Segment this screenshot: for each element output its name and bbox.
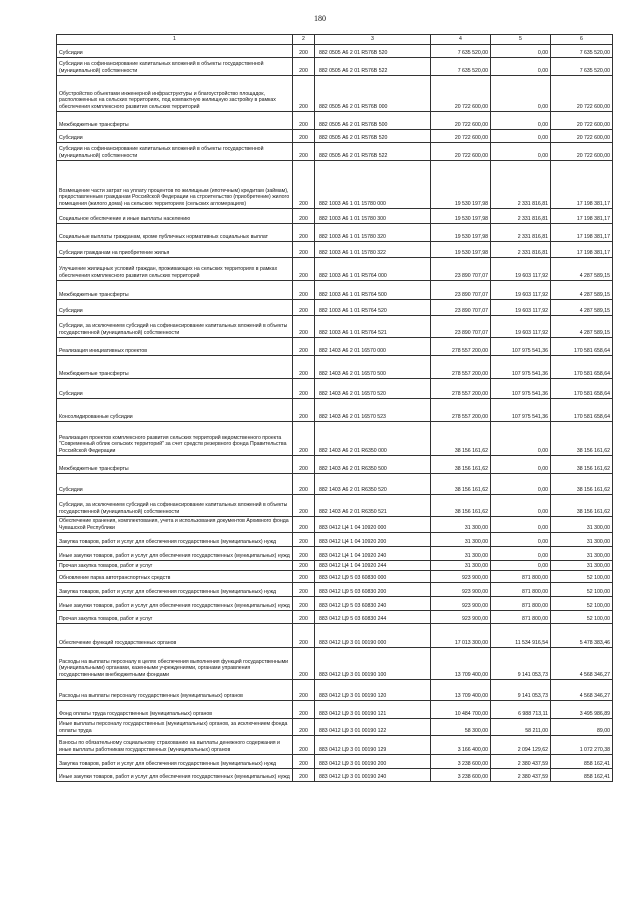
cell-executed: 871 800,00 (491, 597, 551, 611)
cell-unexecuted: 5 478 383,46 (551, 624, 613, 648)
cell-unexecuted: 89,00 (551, 719, 613, 736)
cell-budget-code: 882 1003 А6 1 01 15780 300 (315, 209, 431, 224)
table-row (57, 680, 613, 701)
cell-executed: 0,00 (491, 517, 551, 533)
cell-approved: 38 156 161,62 (431, 474, 491, 495)
table-row (57, 719, 613, 736)
cell-name: Обеспечение хранения, комплектования, учета и использования документов Архивного фонда Чувашской Республики (57, 517, 293, 533)
cell-line-code: 200 (293, 680, 315, 701)
cell-line-code: 200 (293, 112, 315, 130)
cell-budget-code: 882 1403 А6 2 01 R6350 500 (315, 456, 431, 474)
table-row (57, 517, 613, 533)
cell-approved: 7 635 520,00 (431, 58, 491, 76)
cell-unexecuted: 4 287 589,15 (551, 281, 613, 300)
cell-unexecuted: 31 300,00 (551, 547, 613, 561)
budget-execution-table (56, 34, 613, 782)
cell-unexecuted: 17 198 381,17 (551, 242, 613, 258)
table-row (57, 300, 613, 316)
cell-executed: 9 141 053,73 (491, 648, 551, 680)
table-row (57, 379, 613, 399)
cell-unexecuted: 170 581 658,64 (551, 399, 613, 422)
cell-approved: 13 709 400,00 (431, 648, 491, 680)
cell-executed: 6 988 713,11 (491, 701, 551, 719)
cell-line-code: 200 (293, 517, 315, 533)
cell-executed: 107 975 541,36 (491, 399, 551, 422)
cell-name: Социальное обеспечение и иные выплаты населению (57, 209, 293, 224)
table-row (57, 422, 613, 456)
cell-line-code: 200 (293, 209, 315, 224)
cell-approved: 10 484 700,00 (431, 701, 491, 719)
cell-line-code: 200 (293, 224, 315, 242)
table-row (57, 495, 613, 517)
table-row (57, 161, 613, 209)
cell-line-code: 200 (293, 356, 315, 379)
table-row (57, 547, 613, 561)
table-row (57, 399, 613, 422)
table-row (57, 338, 613, 356)
cell-budget-code: 883 0412 Ц4 1 04 10920 244 (315, 561, 431, 571)
cell-approved: 23 890 707,07 (431, 281, 491, 300)
cell-budget-code: 883 0412 Ц9 3 01 00190 120 (315, 680, 431, 701)
cell-approved: 19 530 197,98 (431, 209, 491, 224)
cell-budget-code: 882 1403 А6 2 01 16570 000 (315, 338, 431, 356)
cell-name: Субсидии (57, 474, 293, 495)
table-row (57, 316, 613, 338)
table-row (57, 143, 613, 161)
cell-unexecuted: 52 100,00 (551, 611, 613, 624)
table-row (57, 356, 613, 379)
cell-executed: 0,00 (491, 456, 551, 474)
cell-budget-code: 882 0505 А6 2 01 R576B 520 (315, 130, 431, 143)
cell-executed: 2 331 816,81 (491, 242, 551, 258)
cell-executed: 2 094 129,62 (491, 736, 551, 755)
cell-executed: 107 975 541,36 (491, 338, 551, 356)
cell-name: Закупка товаров, работ и услуг для обеспечения государственных (муниципальных) нужд (57, 533, 293, 547)
cell-executed: 871 800,00 (491, 583, 551, 597)
cell-executed: 0,00 (491, 533, 551, 547)
table-row (57, 561, 613, 571)
cell-unexecuted: 31 300,00 (551, 517, 613, 533)
cell-budget-code: 882 0505 А6 2 01 R576B 500 (315, 112, 431, 130)
table-row (57, 597, 613, 611)
cell-budget-code: 883 0412 Ц9 3 01 00190 240 (315, 769, 431, 782)
cell-executed: 0,00 (491, 45, 551, 58)
cell-unexecuted: 38 156 161,62 (551, 456, 613, 474)
cell-line-code: 200 (293, 474, 315, 495)
cell-executed: 0,00 (491, 474, 551, 495)
cell-executed: 11 534 916,54 (491, 624, 551, 648)
cell-budget-code: 883 0412 Ц4 1 04 10920 000 (315, 517, 431, 533)
table-row (57, 571, 613, 583)
cell-unexecuted: 4 287 589,15 (551, 300, 613, 316)
cell-approved: 38 156 161,62 (431, 422, 491, 456)
cell-executed: 2 331 816,81 (491, 209, 551, 224)
cell-line-code: 200 (293, 648, 315, 680)
table-row (57, 242, 613, 258)
cell-approved: 38 156 161,62 (431, 495, 491, 517)
cell-approved: 19 530 197,98 (431, 224, 491, 242)
cell-budget-code: 882 0505 А6 2 01 R576B 522 (315, 58, 431, 76)
cell-unexecuted: 52 100,00 (551, 583, 613, 597)
cell-unexecuted: 170 581 658,64 (551, 379, 613, 399)
cell-approved: 923 900,00 (431, 611, 491, 624)
cell-executed: 871 800,00 (491, 571, 551, 583)
cell-executed: 0,00 (491, 547, 551, 561)
cell-line-code: 200 (293, 561, 315, 571)
cell-unexecuted: 4 568 346,27 (551, 680, 613, 701)
cell-budget-code: 883 0412 Ц9 5 03 60830 240 (315, 597, 431, 611)
cell-executed: 107 975 541,36 (491, 379, 551, 399)
cell-executed: 2 380 437,59 (491, 755, 551, 769)
cell-approved: 923 900,00 (431, 597, 491, 611)
cell-name: Межбюджетные трансферты (57, 281, 293, 300)
cell-name: Обустройство объектами инженерной инфраструктуры и благоустройство площадок, расположенных на сельских территориях, под компактную жилищную застройку в рамках обеспечения комплексного развития сельских территорий (57, 76, 293, 112)
cell-approved: 31 300,00 (431, 561, 491, 571)
cell-budget-code: 882 1003 А6 1 01 15780 322 (315, 242, 431, 258)
cell-unexecuted: 38 156 161,62 (551, 495, 613, 517)
cell-budget-code: 882 1403 А6 2 01 R6350 000 (315, 422, 431, 456)
cell-unexecuted: 170 581 658,64 (551, 356, 613, 379)
cell-name: Обеспечение функций государственных органов (57, 624, 293, 648)
cell-line-code: 200 (293, 533, 315, 547)
cell-unexecuted: 858 162,41 (551, 755, 613, 769)
cell-name: Межбюджетные трансферты (57, 112, 293, 130)
cell-name: Субсидии, за исключением субсидий на софинансирование капитальных вложений в объекты государственной (муниципальной) собственности (57, 495, 293, 517)
cell-budget-code: 882 0505 А6 2 01 R576B 000 (315, 76, 431, 112)
cell-line-code: 200 (293, 258, 315, 281)
table-row (57, 701, 613, 719)
cell-unexecuted: 17 198 381,17 (551, 224, 613, 242)
cell-unexecuted: 20 722 600,00 (551, 76, 613, 112)
cell-budget-code: 883 0412 Ц9 3 01 00190 129 (315, 736, 431, 755)
cell-unexecuted: 38 156 161,62 (551, 422, 613, 456)
cell-unexecuted: 4 287 589,15 (551, 316, 613, 338)
cell-name: Улучшение жилищных условий граждан, проживающих на сельских территориях в рамках обеспечения комплексного развития сельских территорий (57, 258, 293, 281)
table-row (57, 769, 613, 782)
cell-approved: 278 557 200,00 (431, 399, 491, 422)
table-row (57, 456, 613, 474)
cell-budget-code: 882 0505 А6 2 01 R576B 522 (315, 143, 431, 161)
cell-budget-code: 882 1003 А6 1 01 R5764 521 (315, 316, 431, 338)
cell-name: Прочая закупка товаров, работ и услуг (57, 611, 293, 624)
cell-approved: 38 156 161,62 (431, 456, 491, 474)
cell-line-code: 200 (293, 495, 315, 517)
cell-line-code: 200 (293, 45, 315, 58)
cell-budget-code: 882 1003 А6 1 01 15780 320 (315, 224, 431, 242)
cell-line-code: 200 (293, 76, 315, 112)
cell-name: Реализация инициативных проектов (57, 338, 293, 356)
cell-name: Реализация проектов комплексного развития сельских территорий ведомственного проекта "Современный облик сельских территорий" за счет средств резервного фонда Правительства Российской Федерации (57, 422, 293, 456)
cell-name: Субсидии (57, 379, 293, 399)
table-row (57, 130, 613, 143)
cell-executed: 19 603 117,92 (491, 281, 551, 300)
table-row (57, 533, 613, 547)
header-cell: 1 (57, 35, 293, 45)
cell-unexecuted: 7 635 520,00 (551, 45, 613, 58)
cell-name: Субсидии, за исключением субсидий на софинансирование капитальных вложений в объекты государственной (муниципальной) собственности (57, 316, 293, 338)
table-row (57, 58, 613, 76)
table-row (57, 45, 613, 58)
cell-unexecuted: 52 100,00 (551, 597, 613, 611)
cell-line-code: 200 (293, 399, 315, 422)
cell-unexecuted: 7 635 520,00 (551, 58, 613, 76)
cell-unexecuted: 4 568 346,27 (551, 648, 613, 680)
cell-budget-code: 883 0412 Ц9 5 03 60830 244 (315, 611, 431, 624)
cell-name: Возмещение части затрат на уплату процентов по жилищным (ипотечным) кредитам (займам), предоставленным гражданам Российской Федерации на строительство (приобретение) жилого помещения (жилого дома) на сельских территориях (сельских агломерациях) (57, 161, 293, 209)
cell-approved: 23 890 707,07 (431, 316, 491, 338)
cell-line-code: 200 (293, 143, 315, 161)
header-cell: 2 (293, 35, 315, 45)
cell-unexecuted: 17 198 381,17 (551, 209, 613, 224)
cell-budget-code: 882 1403 А6 2 01 16570 523 (315, 399, 431, 422)
cell-name: Иные закупки товаров, работ и услуг для обеспечения государственных (муниципальных) нужд (57, 769, 293, 782)
cell-executed: 2 380 437,59 (491, 769, 551, 782)
header-row (57, 35, 613, 45)
cell-approved: 31 300,00 (431, 517, 491, 533)
cell-line-code: 200 (293, 300, 315, 316)
table-row (57, 611, 613, 624)
table-row (57, 624, 613, 648)
table-row (57, 112, 613, 130)
cell-unexecuted: 170 581 658,64 (551, 338, 613, 356)
cell-executed: 0,00 (491, 112, 551, 130)
cell-unexecuted: 31 300,00 (551, 561, 613, 571)
cell-approved: 20 722 600,00 (431, 112, 491, 130)
cell-executed: 19 603 117,92 (491, 300, 551, 316)
cell-name: Иные выплаты персоналу государственных (муниципальных) органов, за исключением фонда оплаты труда (57, 719, 293, 736)
header-cell: 5 (491, 35, 551, 45)
cell-approved: 3 166 400,00 (431, 736, 491, 755)
cell-line-code: 200 (293, 736, 315, 755)
cell-budget-code: 882 1003 А6 1 01 R5764 500 (315, 281, 431, 300)
cell-line-code: 200 (293, 701, 315, 719)
cell-executed: 0,00 (491, 76, 551, 112)
cell-line-code: 200 (293, 769, 315, 782)
table-row (57, 281, 613, 300)
cell-line-code: 200 (293, 130, 315, 143)
cell-executed: 0,00 (491, 561, 551, 571)
cell-name: Расходы на выплаты персоналу в целях обеспечения выполнения функций государственными (муниципальными) органами, казенными учреждениями, органами управления государственными внебюджетными фондами (57, 648, 293, 680)
cell-unexecuted: 52 100,00 (551, 571, 613, 583)
cell-name: Межбюджетные трансферты (57, 456, 293, 474)
cell-approved: 3 238 600,00 (431, 755, 491, 769)
cell-name: Расходы на выплаты персоналу государственных (муниципальных) органов (57, 680, 293, 701)
cell-name: Субсидии (57, 45, 293, 58)
cell-line-code: 200 (293, 422, 315, 456)
cell-approved: 20 722 600,00 (431, 76, 491, 112)
table-row (57, 209, 613, 224)
cell-approved: 278 557 200,00 (431, 356, 491, 379)
cell-line-code: 200 (293, 571, 315, 583)
cell-name: Субсидии (57, 130, 293, 143)
cell-executed: 2 331 816,81 (491, 224, 551, 242)
cell-unexecuted: 20 722 600,00 (551, 112, 613, 130)
cell-unexecuted: 858 162,41 (551, 769, 613, 782)
cell-approved: 278 557 200,00 (431, 379, 491, 399)
table-row (57, 76, 613, 112)
cell-approved: 20 722 600,00 (431, 143, 491, 161)
cell-budget-code: 882 0505 А6 2 01 R576B 520 (315, 45, 431, 58)
cell-approved: 7 635 520,00 (431, 45, 491, 58)
cell-approved: 20 722 600,00 (431, 130, 491, 143)
cell-budget-code: 882 1403 А6 2 01 16570 500 (315, 356, 431, 379)
cell-name: Прочая закупка товаров, работ и услуг (57, 561, 293, 571)
cell-executed: 0,00 (491, 422, 551, 456)
page-number: 180 (314, 14, 326, 23)
cell-budget-code: 883 0412 Ц9 3 01 00190 200 (315, 755, 431, 769)
cell-executed: 0,00 (491, 58, 551, 76)
cell-executed: 871 800,00 (491, 611, 551, 624)
cell-budget-code: 882 1003 А6 1 01 R5764 520 (315, 300, 431, 316)
header-cell: 3 (315, 35, 431, 45)
cell-unexecuted: 4 287 589,15 (551, 258, 613, 281)
cell-budget-code: 883 0412 Ц4 1 04 10920 200 (315, 533, 431, 547)
cell-line-code: 200 (293, 338, 315, 356)
cell-executed: 0,00 (491, 130, 551, 143)
cell-approved: 278 557 200,00 (431, 338, 491, 356)
cell-approved: 19 530 197,98 (431, 161, 491, 209)
cell-name: Иные закупки товаров, работ и услуг для обеспечения государственных (муниципальных) нужд (57, 547, 293, 561)
cell-budget-code: 883 0412 Ц9 3 01 00190 122 (315, 719, 431, 736)
cell-name: Иные закупки товаров, работ и услуг для обеспечения государственных (муниципальных) нужд (57, 597, 293, 611)
cell-executed: 0,00 (491, 143, 551, 161)
cell-line-code: 200 (293, 316, 315, 338)
cell-budget-code: 882 1003 А6 1 01 R5764 000 (315, 258, 431, 281)
cell-approved: 58 300,00 (431, 719, 491, 736)
cell-name: Закупка товаров, работ и услуг для обеспечения государственных (муниципальных) нужд (57, 583, 293, 597)
cell-line-code: 200 (293, 611, 315, 624)
cell-unexecuted: 3 495 986,89 (551, 701, 613, 719)
cell-name: Фонд оплаты труда государственных (муниципальных) органов (57, 701, 293, 719)
table-row (57, 224, 613, 242)
cell-executed: 0,00 (491, 495, 551, 517)
table-row (57, 648, 613, 680)
cell-line-code: 200 (293, 755, 315, 769)
cell-approved: 923 900,00 (431, 583, 491, 597)
table-row (57, 755, 613, 769)
cell-name: Субсидии гражданам на приобретение жилья (57, 242, 293, 258)
cell-budget-code: 882 1403 А6 2 01 R6350 521 (315, 495, 431, 517)
cell-name: Социальные выплаты гражданам, кроме публичных нормативных социальных выплат (57, 224, 293, 242)
header-cell: 4 (431, 35, 491, 45)
cell-budget-code: 882 1003 А6 1 01 15780 000 (315, 161, 431, 209)
cell-unexecuted: 1 072 270,38 (551, 736, 613, 755)
cell-executed: 58 211,00 (491, 719, 551, 736)
cell-line-code: 200 (293, 583, 315, 597)
cell-name: Закупка товаров, работ и услуг для обеспечения государственных (муниципальных) нужд (57, 755, 293, 769)
cell-approved: 3 238 600,00 (431, 769, 491, 782)
cell-name: Обновление парка автотранспортных средств (57, 571, 293, 583)
cell-unexecuted: 20 722 600,00 (551, 130, 613, 143)
cell-approved: 31 300,00 (431, 547, 491, 561)
cell-line-code: 200 (293, 597, 315, 611)
cell-budget-code: 882 1403 А6 2 01 16570 520 (315, 379, 431, 399)
cell-line-code: 200 (293, 161, 315, 209)
cell-line-code: 200 (293, 379, 315, 399)
table-row (57, 583, 613, 597)
cell-name: Консолидированные субсидии (57, 399, 293, 422)
cell-line-code: 200 (293, 547, 315, 561)
cell-line-code: 200 (293, 58, 315, 76)
cell-budget-code: 883 0412 Ц9 3 01 00190 121 (315, 701, 431, 719)
cell-name: Субсидии (57, 300, 293, 316)
cell-unexecuted: 38 156 161,62 (551, 474, 613, 495)
cell-unexecuted: 31 300,00 (551, 533, 613, 547)
cell-approved: 19 530 197,98 (431, 242, 491, 258)
cell-executed: 19 603 117,92 (491, 258, 551, 281)
cell-name: Межбюджетные трансферты (57, 356, 293, 379)
cell-approved: 923 900,00 (431, 571, 491, 583)
cell-name: Субсидии на софинансирование капитальных вложений в объекты государственной (муниципальной) собственности (57, 58, 293, 76)
cell-budget-code: 883 0412 Ц9 5 03 60830 000 (315, 571, 431, 583)
cell-budget-code: 883 0412 Ц9 3 01 00190 000 (315, 624, 431, 648)
cell-name: Субсидии на софинансирование капитальных вложений в объекты государственной (муниципальной) собственности (57, 143, 293, 161)
cell-line-code: 200 (293, 456, 315, 474)
cell-executed: 107 975 541,36 (491, 356, 551, 379)
cell-executed: 9 141 053,73 (491, 680, 551, 701)
cell-line-code: 200 (293, 719, 315, 736)
table-body (57, 35, 613, 782)
cell-executed: 19 603 117,92 (491, 316, 551, 338)
cell-line-code: 200 (293, 624, 315, 648)
cell-budget-code: 883 0412 Ц4 1 04 10920 240 (315, 547, 431, 561)
cell-budget-code: 883 0412 Ц9 5 03 60830 200 (315, 583, 431, 597)
header-cell: 6 (551, 35, 613, 45)
cell-approved: 13 709 400,00 (431, 680, 491, 701)
cell-budget-code: 882 1403 А6 2 01 R6350 520 (315, 474, 431, 495)
table-row (57, 258, 613, 281)
cell-name: Взносы по обязательному социальному страхованию на выплаты денежного содержания и иные выплаты работникам государственных (муниципальных) органов (57, 736, 293, 755)
cell-approved: 31 300,00 (431, 533, 491, 547)
cell-unexecuted: 17 198 381,17 (551, 161, 613, 209)
cell-approved: 23 890 707,07 (431, 300, 491, 316)
cell-line-code: 200 (293, 242, 315, 258)
cell-approved: 17 013 300,00 (431, 624, 491, 648)
cell-budget-code: 883 0412 Ц9 3 01 00190 100 (315, 648, 431, 680)
cell-executed: 2 331 816,81 (491, 161, 551, 209)
cell-unexecuted: 20 722 600,00 (551, 143, 613, 161)
table-row (57, 736, 613, 755)
cell-approved: 23 890 707,07 (431, 258, 491, 281)
cell-line-code: 200 (293, 281, 315, 300)
table-row (57, 474, 613, 495)
